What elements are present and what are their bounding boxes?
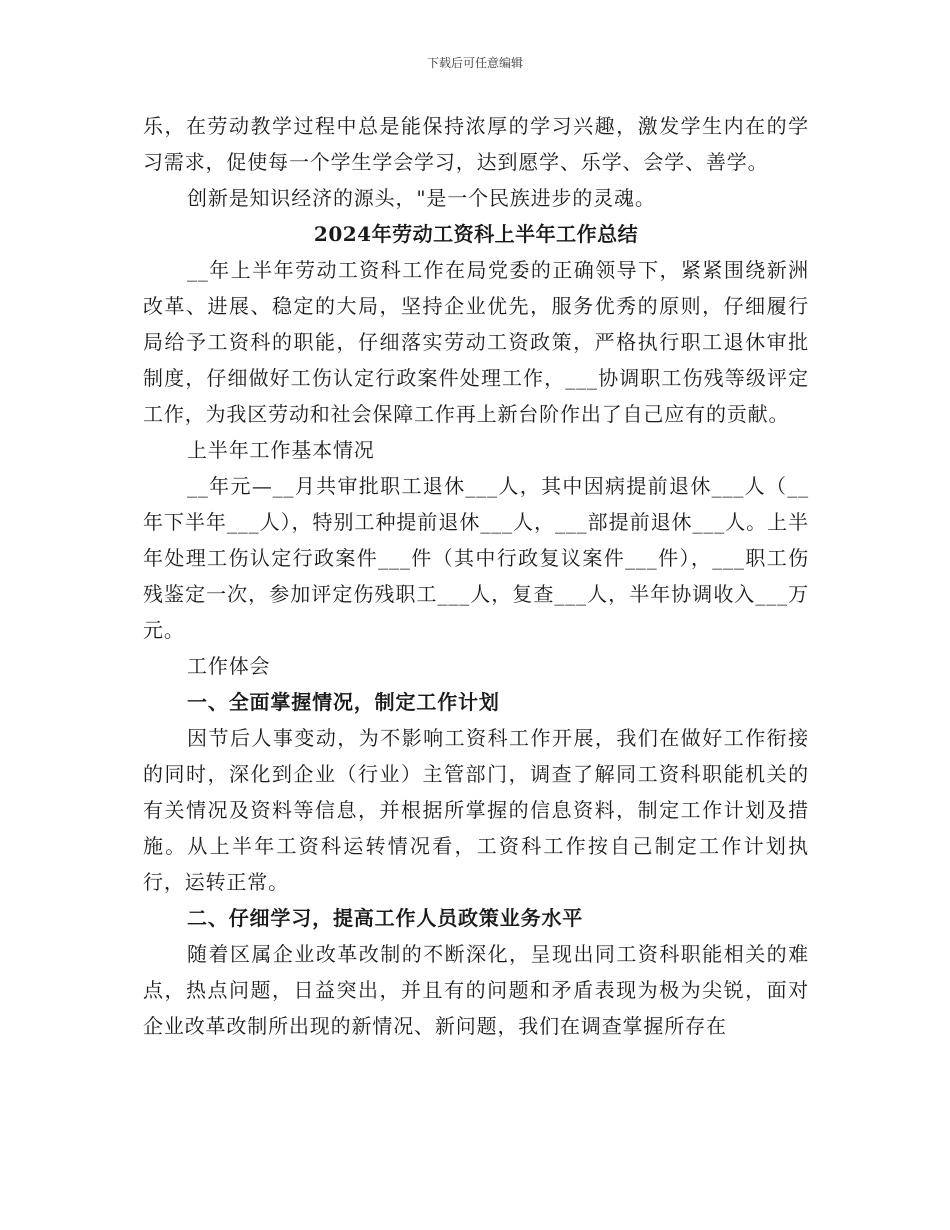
section-work-experience: 工作体会 (187, 654, 271, 678)
paragraph-plan: 因节后人事变动，为不影响工资科工作开展，我们在做好工作衔接的同时，深化到企业（行业）主管部门，调查了解同工资科职能机关的有关情况及资料等信息，并根据所掌握的信息资料，制定工作计划及措施。从上半年工资科运转情况看，工资科工作按自己制定工作计划执行，运转正常。 (143, 726, 809, 894)
paragraph-intro: __年上半年劳动工资科工作在局党委的正确领导下，紧紧围绕新洲改革、进展、稳定的大局，坚持企业优先，服务优秀的原则，仔细履行局给予工资科的职能，仔细落实劳动工资政策，严格执行职工退休审批制度，仔细做好工伤认定行政案件处理工作，___协调职工伤残等级评定工作，为我区劳动和社会保障工作再上新台阶作出了自己应有的贡献。 (143, 258, 809, 426)
paragraph-statistics: __年元—__月共审批职工退休___人，其中因病提前退休___人（__年下半年___人），特别工种提前退休___人，___部提前退休___人。上半年处理工伤认定行政案件___件（其中行政复议案件___件），___职工伤残鉴定一次，参加评定伤残职工___人，复查___人，半年协调收入___万元。 (143, 474, 809, 642)
section-basic-situation: 上半年工作基本情况 (187, 438, 375, 462)
document-body (143, 108, 809, 1044)
document-title: 2024年劳动工资科上半年工作总结 (313, 222, 639, 246)
paragraph-innovation: 创新是知识经济的源头，"是一个民族进步的灵魂。 (187, 186, 656, 210)
paragraph-continuation: 乐，在劳动教学过程中总是能保持浓厚的学习兴趣，激发学生内在的学习需求，促使每一个学生学会学习，达到愿学、乐学、会学、善学。 (143, 114, 809, 174)
paragraph-reform: 随着区属企业改革改制的不断深化，呈现出同工资科职能相关的难点，热点问题，日益突出，并且有的问题和矛盾表现为极为尖锐，面对企业改革改制所出现的新情况、新问题，我们在调查掌握所存在 (143, 942, 809, 1038)
page-header: 下载后可任意编辑 (426, 56, 523, 70)
heading-one: 一、全面掌握情况，制定工作计划 (187, 690, 500, 714)
heading-two: 二、仔细学习，提高工作人员政策业务水平 (187, 906, 584, 930)
